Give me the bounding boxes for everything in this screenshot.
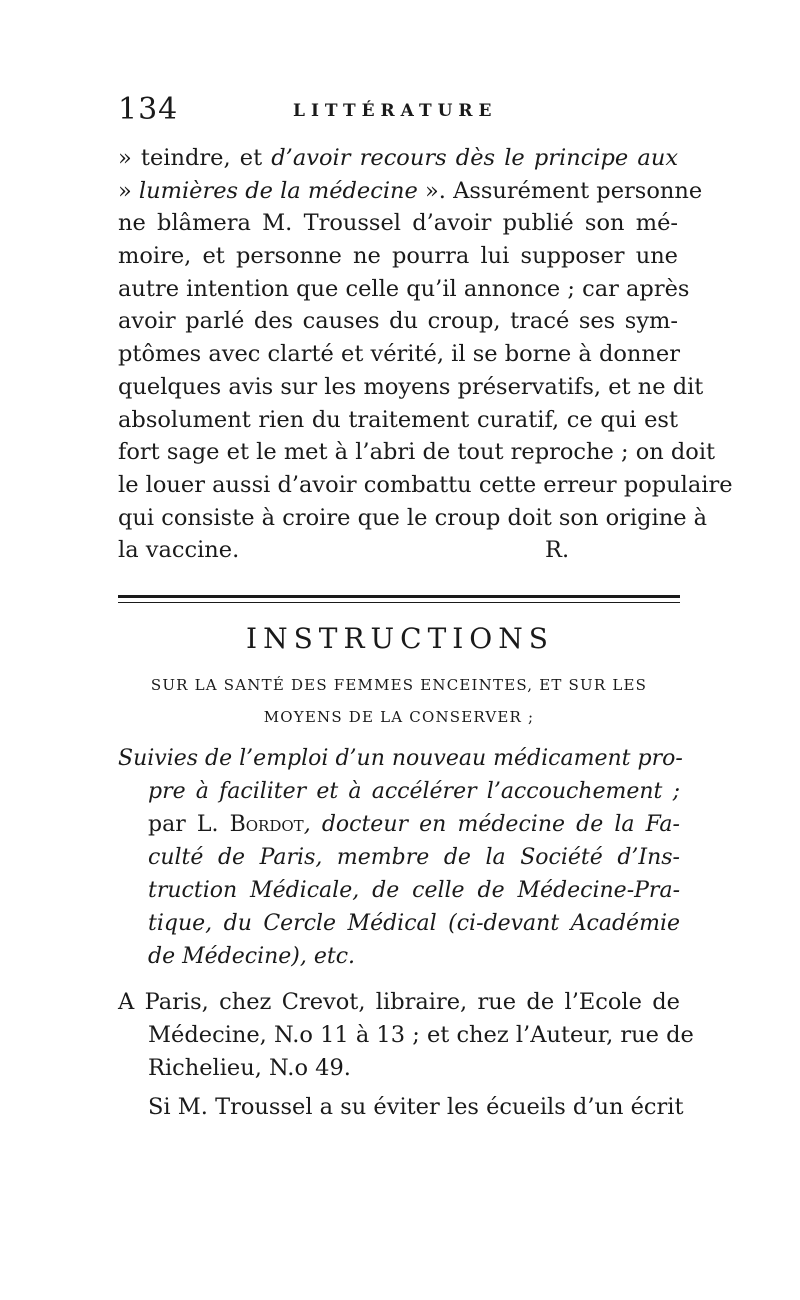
review-line: fort sage et le met à l’abri de tout reproche ; on doit bbox=[118, 439, 716, 466]
author-name: Bordot bbox=[229, 812, 304, 837]
review-line: moire, et personne ne pourra lui supposer une bbox=[118, 243, 678, 270]
description-line: tique, du Cercle Médical (ci-devant Académie bbox=[148, 911, 680, 936]
notice-subtitle-line2: MOYENS DE LA CONSERVER ; bbox=[263, 708, 535, 726]
publisher-line: A Paris, chez Crevot, libraire, rue de l’Ecole de bbox=[118, 989, 680, 1015]
description-line: par L. Bordot, docteur en médecine de la Fa- bbox=[148, 812, 680, 837]
review-line: ne blâmera M. Troussel d’avoir publié son mé- bbox=[118, 210, 678, 237]
description-line: de Médecine), etc. bbox=[148, 944, 356, 969]
review-line: ptômes avec clarté et vérité, il se borne à donner bbox=[118, 341, 680, 368]
description-line: Suivies de l’emploi d’un nouveau médicament pro- bbox=[118, 746, 683, 771]
continuation-line: Si M. Troussel a su éviter les écueils d’un écrit bbox=[148, 1094, 684, 1120]
publisher-info bbox=[118, 986, 694, 1085]
review-line: la vaccine. bbox=[118, 537, 240, 564]
description-line: truction Médicale, de celle de Médecine-Pra- bbox=[148, 878, 680, 903]
description-line: pre à faciliter et à accélérer l’accouchement ; bbox=[148, 779, 680, 804]
notice-subtitle-line1: SUR LA SANTÉ DES FEMMES ENCEINTES, ET SUR LES bbox=[150, 676, 648, 694]
review-line: avoir parlé des causes du croup, tracé ses sym- bbox=[118, 308, 678, 335]
publisher-line: Richelieu, N.o 49. bbox=[148, 1055, 351, 1081]
review-line: absolument rien du traitement curatif, ce qui est bbox=[118, 406, 678, 433]
running-head: LITTÉRATURE bbox=[293, 101, 498, 121]
review-line: » lumières de la médecine ». Assurément personne bbox=[118, 177, 703, 204]
section-divider-thin bbox=[118, 602, 680, 603]
review-line: quelques avis sur les moyens préservatifs, et ne dit bbox=[118, 373, 704, 400]
review-line: » teindre, et d’avoir recours dès le principe aux bbox=[118, 145, 679, 171]
description-line: culté de Paris, membre de la Société d’Ins- bbox=[148, 845, 680, 870]
notice-description bbox=[118, 742, 683, 973]
review-paragraph bbox=[118, 142, 733, 567]
review-line: autre intention que celle qu’il annonce ; car après bbox=[118, 275, 690, 302]
page-header bbox=[118, 92, 678, 132]
publisher-line: Médecine, N.o 11 à 13 ; et chez l’Auteur, rue de bbox=[148, 1022, 694, 1048]
review-line: le louer aussi d’avoir combattu cette erreur populaire bbox=[118, 471, 733, 498]
notice-title: INSTRUCTIONS bbox=[246, 622, 554, 655]
page-number: 134 bbox=[118, 92, 179, 127]
review-line: qui consiste à croire que le croup doit son origine à bbox=[118, 504, 708, 531]
section-divider-thick bbox=[118, 595, 680, 598]
reviewer-signature: R. bbox=[545, 537, 570, 563]
